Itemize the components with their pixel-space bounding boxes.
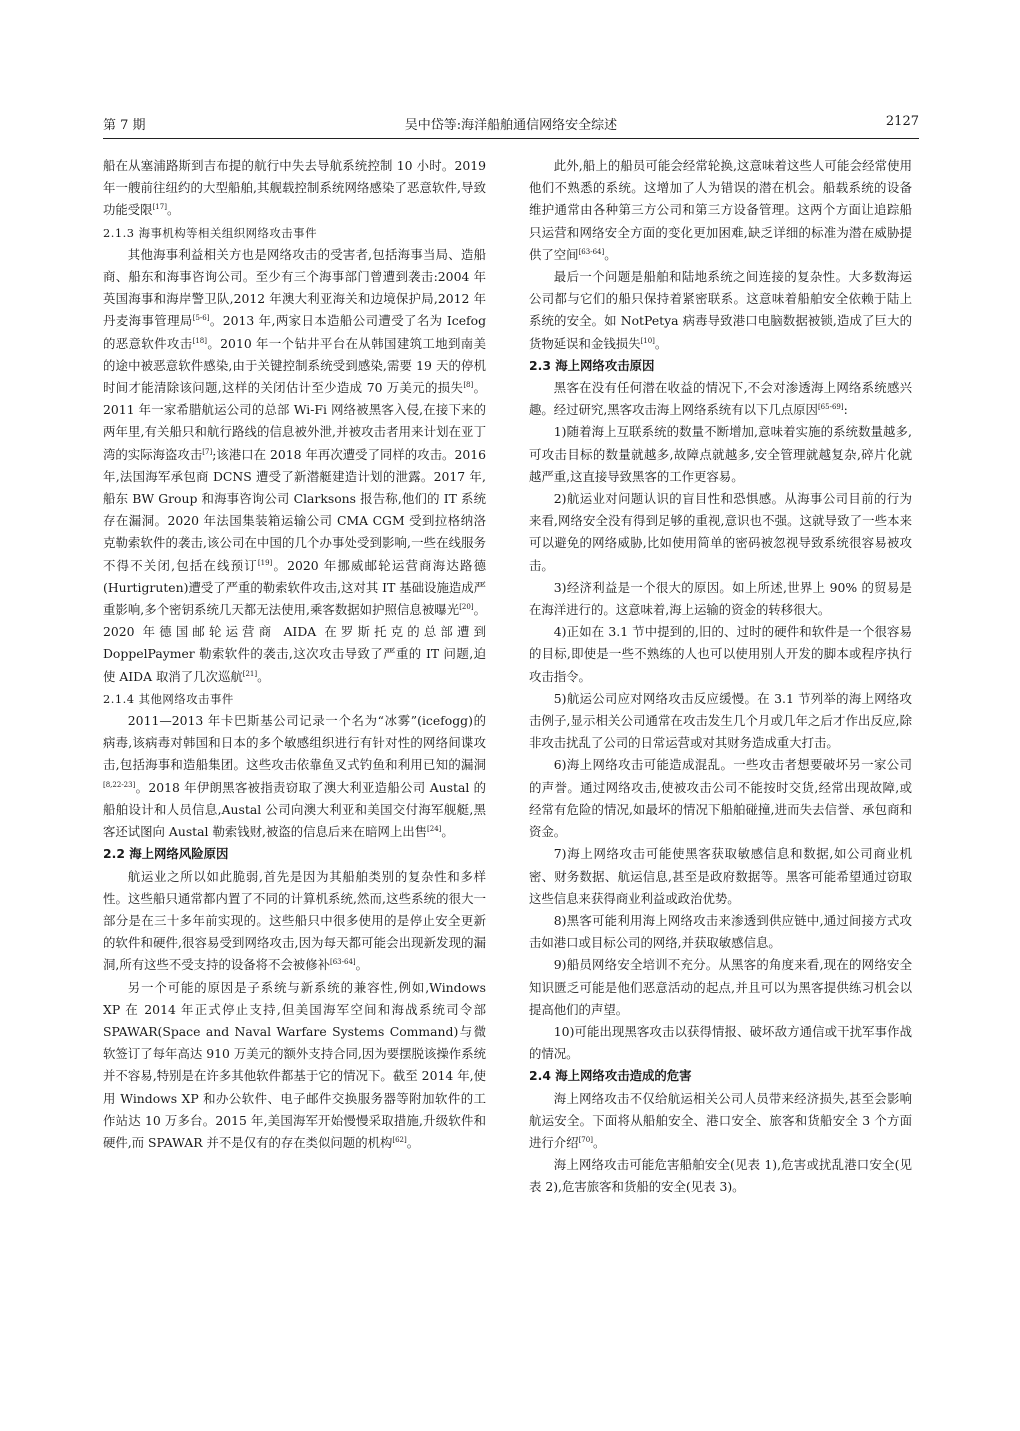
paragraph: 2011—2013 年卡巴斯基公司记录一个名为“冰雾”(icefogg)的病毒,该病毒对韩国和日本的多个敏感组织进行有针对性的网络间谍攻击,包括海事和造船集团。这些攻击依靠鱼叉式钓鱼和利用已知的漏洞[8,22-23]。2018 年伊朗黑客被指责窃取了澳大利亚造船公司 Austal 的船舶设计和人员信息,Austal 公司向澳大利亚和美国交付海军舰艇,黑客还试图向 Austal 勒索钱财,被盗的信息后来在暗网上出售[24]。 bbox=[103, 713, 486, 840]
paragraph: 此外,船上的船员可能会经常轮换,这意味着这些人可能会经常使用他们不熟悉的系统。这增加了人为错误的潜在机会。船载系统的设备维护通常由各种第三方公司和第三方设备管理。这两个方面让追踪船只运营和网络安全方面的变化更加困难,缺乏详细的标准为潜在威胁提供了空间[63-64]。 bbox=[529, 158, 912, 262]
citation: [5-6] bbox=[192, 314, 210, 323]
citation: [24] bbox=[427, 825, 442, 834]
citation: [17] bbox=[152, 203, 167, 212]
subsection-heading-2-1-4: 2.1.4 其他网络攻击事件 bbox=[103, 691, 234, 706]
citation: [63-64] bbox=[329, 958, 356, 967]
list-item: 8)黑客可能利用海上网络攻击来渗透到供应链中,通过间接方式攻击如港口或目标公司的网络,并获取敏感信息。 bbox=[529, 912, 912, 951]
citation: [20] bbox=[459, 603, 474, 612]
paragraph: 航运业之所以如此脆弱,首先是因为其船舶类别的复杂性和多样性。这些船只通常都内置了不同的计算机系统,然而,这些系统的很大一部分是在三十多年前实现的。这些船只中很多使用的是停止安全更新的软件和硬件,很容易受到网络攻击,因为每天都可能会出现新发现的漏洞,所有这些不受支持的设备将不会被修补[63-64]。 bbox=[103, 868, 486, 973]
citation: [62] bbox=[392, 1135, 407, 1144]
list-item: 2)航运业对问题认识的盲目性和恐惧感。从海事公司目前的行为来看,网络安全没有得到足够的重视,意识也不强。这就导致了一些本来可以避免的网络威胁,比如使用简单的密码被忽视导致系统很容易被攻击。 bbox=[529, 491, 912, 573]
list-item: 4)正如在 3.1 节中提到的,旧的、过时的硬件和软件是一个很容易的目标,即使是一些不熟练的人也可以使用别人开发的脚本或程序执行攻击指令。 bbox=[529, 624, 912, 684]
list-item: 3)经济利益是一个很大的原因。如上所述,世界上 90% 的贸易是在海洋进行的。这意味着,海上运输的资金的转移很大。 bbox=[529, 579, 912, 618]
list-item: 9)船员网络安全培训不充分。从黑客的角度来看,现在的网络安全知识匮乏可能是他们恶意活动的起点,并且可以为黑客提供练习机会以提高他们的声望。 bbox=[529, 957, 912, 1017]
citation: [19] bbox=[257, 558, 273, 567]
citation: [21] bbox=[242, 669, 258, 678]
list-item: 6)海上网络攻击可能造成混乱。一些攻击者想要破坏另一家公司的声誉。通过网络攻击,使被攻击公司不能按时交货,经常出现故障,或经常有危险的情况,如最坏的情况下船舶碰撞,进而失去信誉、承包商和资金。 bbox=[529, 757, 912, 840]
paragraph: 其他海事利益相关方也是网络攻击的受害者,包括海事当局、造船商、船东和海事咨询公司。至少有三个海事部门曾遭到袭击:2004 年英国海事和海岸警卫队,2012 年澳大利亚海关和边境保护局,2012 年丹麦海事管理局[5-6]。2013 年,两家日本造船公司遭受了名为 Icefog 的恶意软件攻击[18]。2010 年一个钻井平台在从韩国建筑工地到南美的途中被恶意软件感染,由于关键控制系统受到感染,需要 19 天的停机时间才能清除该问题,这样的关闭估计至少造成 70 万美元的损失[8]。2011 年一家希腊航运公司的总部 Wi-Fi 网络被黑客入侵,在接下来的两年里,有关船只和航行路线的信息被外泄,并被攻击者用来计划在亚丁湾的实际海盗攻击[7];该港口在 2018 年再次遭受了同样的攻击。2016 年,法国海军承包商 DCNS 遭受了新潜艇建造计划的泄露。2017 年,船东 BW Group 和海事咨询公司 Clarksons 报告称,他们的 IT 系统存在漏洞。2020 年法国集装箱运输公司 CMA CGM 受到拉格纳洛克勒索软件的袭击,该公司在中国的几个办事处受到影响,一些在线服务不得不关闭,包括在线预订[19]。2020 年挪威邮轮运营商海达路德(Hurtigruten)遭受了严重的勒索软件攻击,这对其 IT 基础设施造成严重影响,多个密钥系统几天都无法使用,乘客数据如护照信息被曝光[20]。2020 年德国邮轮运营商 AIDA 在罗斯托克的总部遭到 DoppelPaymer 勒索软件的袭击,这次攻击导致了严重的 IT 问题,迫使 AIDA 取消了几次巡航[21]。 bbox=[103, 246, 487, 684]
citation: [65-69] bbox=[817, 403, 844, 412]
list-item: 10)可能出现黑客攻击以获得情报、破坏敌方通信或干扰军事作战的情况。 bbox=[529, 1023, 912, 1062]
citation: [7] bbox=[202, 447, 213, 456]
citation: [8] bbox=[463, 381, 474, 390]
left-column bbox=[103, 155, 486, 1154]
paragraph: 黑客在没有任何潜在收益的情况下,不会对渗透海上网络系统感兴趣。经过研究,黑客攻击海上网络系统有以下几点原因[65-69]: bbox=[529, 380, 912, 418]
citation: [63-64] bbox=[578, 247, 605, 256]
right-column bbox=[529, 155, 912, 1199]
paragraph: 最后一个问题是船舶和陆地系统之间连接的复杂性。大多数海运公司都与它们的船只保持着紧密联系。这意味着船舶安全依赖于陆上系统的安全。如 NotPetya 病毒导致港口电脑数据被锁,造成了巨大的货物延误和金钱损失[10]。 bbox=[529, 269, 912, 351]
citation: [70] bbox=[578, 1135, 593, 1144]
paragraph: 海上网络攻击不仅给航运相关公司人员带来经济损失,甚至会影响航运安全。下面将从船舶安全、港口安全、旅客和货船安全 3 个方面进行介绍[70]。 bbox=[529, 1090, 912, 1150]
section-heading-2-2: 2.2 海上网络风险原因 bbox=[103, 846, 229, 862]
running-title: 吴中岱等:海洋船舶通信网络安全综述 bbox=[404, 118, 618, 133]
list-item: 1)随着海上互联系统的数量不断增加,意味着实施的系统数量越多,可攻击目标的数量就越多,故障点就越多,安全管理就越复杂,碎片化就越严重,这直接导致黑客的工作更容易。 bbox=[529, 424, 912, 484]
paragraph: 船在从塞浦路斯到吉布提的航行中失去导航系统控制 10 小时。2019 年一艘前往纽约的大型船舶,其舰载控制系统网络感染了恶意软件,导致功能受限[17]。 bbox=[103, 158, 486, 218]
issue-label: 第 7 期 bbox=[103, 118, 146, 133]
section-heading-2-3: 2.3 海上网络攻击原因 bbox=[529, 357, 655, 373]
citation: [8,22-23] bbox=[103, 780, 136, 789]
subsection-heading-2-1-3: 2.1.3 海事机构等相关组织网络攻击事件 bbox=[103, 225, 317, 240]
paragraph: 另一个可能的原因是子系统与新系统的兼容性,例如,Windows XP 在 2014 年正式停止支持,但美国海军空间和海战系统司令部 SPAWAR(Space and Naval Warfare Systems Command)与微软签订了每年高达 910 万美元的额外支持合同,因为要摆脱该操作系统并不容易,特别是在许多其他软件都基于它的情况下。截至 2014 年,使用 Windows XP 和办公软件、电子邮件交换服务器等附加软件的工作站达 10 万多台。2015 年,美国海军开始慢慢采取措施,升级软件和硬件,而 SPAWAR 并不是仅有的存在类似问题的机构[62]。 bbox=[103, 979, 486, 1150]
paragraph: 海上网络攻击可能危害船舶安全(见表 1),危害或扰乱港口安全(见表 2),危害旅客和货船的安全(见表 3)。 bbox=[529, 1157, 912, 1195]
list-item: 5)航运公司应对网络攻击反应缓慢。在 3.1 节列举的海上网络攻击例子,显示相关公司通常在攻击发生几个月或几年之后才作出反应,除非攻击扰乱了公司的日常运营或对其财务造成重大打击。 bbox=[529, 690, 912, 751]
citation: [10] bbox=[640, 336, 655, 345]
page-number: 2127 bbox=[885, 114, 919, 129]
list-item: 7)海上网络攻击可能使黑客获取敏感信息和数据,如公司商业机密、财务数据、航运信息,甚至是政府数据等。黑客可能希望通过窃取这些信息来获得商业利益或政治优势。 bbox=[529, 846, 912, 906]
running-header bbox=[103, 112, 919, 139]
citation: [18] bbox=[192, 336, 207, 345]
section-heading-2-4: 2.4 海上网络攻击造成的危害 bbox=[529, 1068, 692, 1084]
